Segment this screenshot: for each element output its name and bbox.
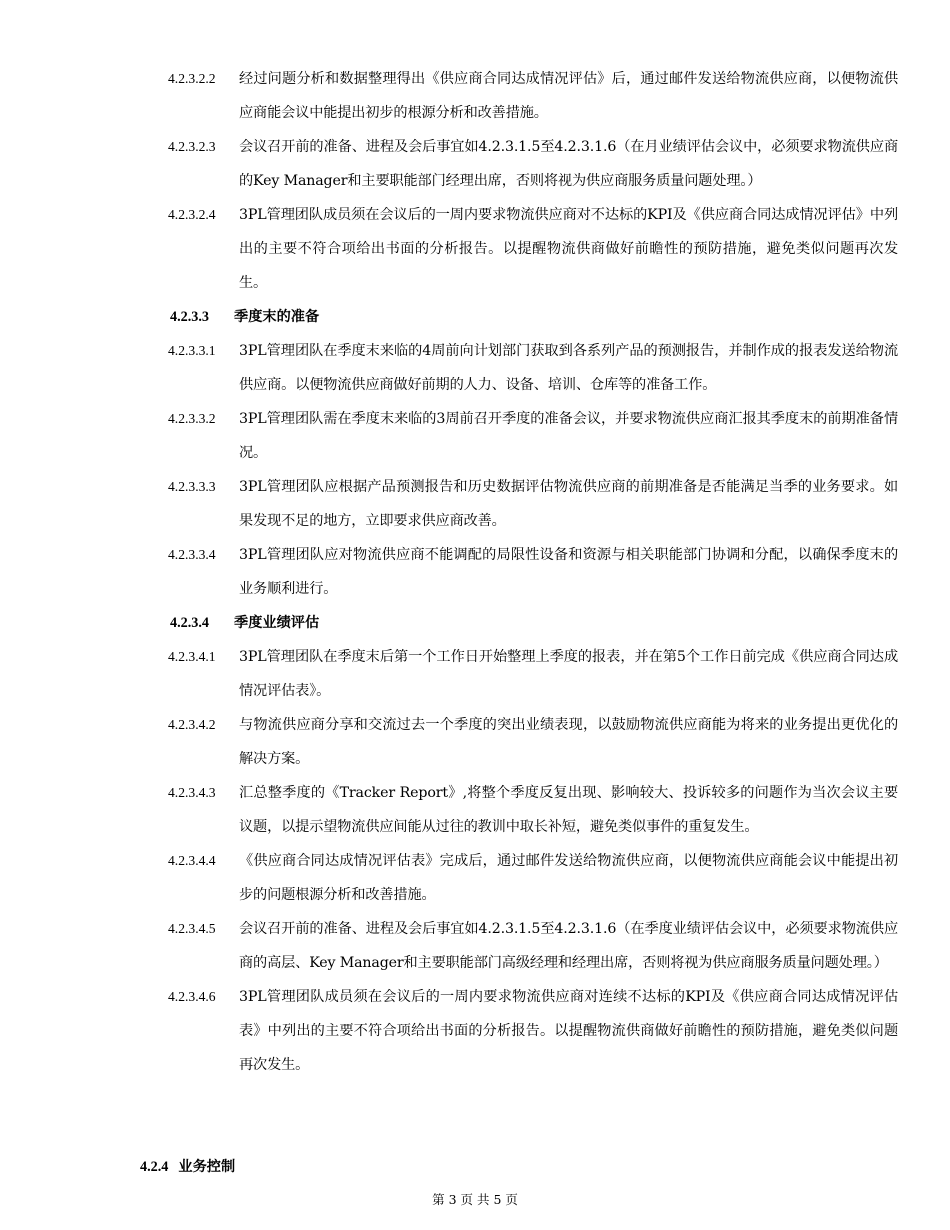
item-text: 3PL管理团队在季度末来临的4周前向计划部门获取到各系列产品的预测报告，并制作成的报表发送给物流供应商。以便物流供应商做好前期的人力、设备、培训、仓库等的准备工作。 — [239, 343, 898, 393]
item-number: 4.2.3.3.3 — [168, 479, 216, 494]
item-number: 4.2.3.4.4 — [168, 853, 216, 868]
section-title: 季度末的准备 — [234, 309, 320, 325]
item-text: 经过问题分析和数据整理得出《供应商合同达成情况评估》后，通过邮件发送给物流供应商，以便物流供应商能会议中能提出初步的根源分析和改善措施。 — [239, 71, 898, 121]
section-number: 4.2.3.3 — [170, 309, 210, 325]
item-number: 4.2.3.2.4 — [168, 207, 216, 222]
list-item — [168, 776, 898, 844]
item-number: 4.2.3.4.5 — [168, 921, 216, 936]
item-number: 4.2.3.2.2 — [168, 71, 216, 86]
item-number: 4.2.3.4.1 — [168, 649, 216, 664]
item-number: 4.2.3.4.6 — [168, 989, 216, 1004]
list-item — [168, 334, 898, 402]
item-number: 4.2.3.4.3 — [168, 785, 216, 800]
section-heading-4-2-3-3 — [168, 300, 898, 334]
list-item — [168, 402, 898, 470]
list-item — [168, 912, 898, 980]
item-list-4-2-3-4 — [168, 640, 898, 1082]
item-text: 汇总整季度的《Tracker Report》,将整个季度反复出现、影响较大、投诉较多的问题作为当次会议主要议题，以提示望物流供应间能从过往的教训中取长补短，避免类似事件的重复发生。 — [239, 785, 898, 835]
item-text: 与物流供应商分享和交流过去一个季度的突出业绩表现，以鼓励物流供应商能为将来的业务提出更优化的解决方案。 — [239, 717, 898, 767]
list-item — [168, 708, 898, 776]
section-title: 业务控制 — [178, 1159, 236, 1175]
content-body — [168, 62, 898, 1082]
page-footer: 第 3 页 共 5 页 — [432, 1192, 518, 1207]
list-item — [168, 470, 898, 538]
item-number: 4.2.3.4.2 — [168, 717, 216, 732]
section-number: 4.2.4 — [140, 1159, 169, 1175]
item-number: 4.2.3.3.1 — [168, 343, 216, 358]
item-text: 《供应商合同达成情况评估表》完成后，通过邮件发送给物流供应商，以便物流供应商能会议中能提出初步的问题根源分析和改善措施。 — [239, 853, 898, 903]
list-item — [168, 198, 898, 300]
list-item — [168, 640, 898, 708]
list-item — [168, 844, 898, 912]
item-number: 4.2.3.3.4 — [168, 547, 216, 562]
item-text: 3PL管理团队应对物流供应商不能调配的局限性设备和资源与相关职能部门协调和分配，以确保季度末的业务顺利进行。 — [239, 547, 898, 597]
item-text: 会议召开前的准备、进程及会后事宜如4.2.3.1.5至4.2.3.1.6（在季度业绩评估会议中，必须要求物流供应商的高层、Key Manager和主要职能部门高级经理和经理出席，否则将视为供应商服务质量问题处理。） — [239, 921, 898, 971]
list-item — [168, 980, 898, 1082]
item-text: 3PL管理团队在季度末后第一个工作日开始整理上季度的报表，并在第5个工作日前完成《供应商合同达成情况评估表》。 — [239, 649, 898, 699]
section-heading-4-2-3-4 — [168, 606, 898, 640]
section-number: 4.2.3.4 — [170, 615, 210, 631]
section-title: 季度业绩评估 — [234, 615, 320, 631]
item-text: 会议召开前的准备、进程及会后事宜如4.2.3.1.5至4.2.3.1.6（在月业绩评估会议中，必须要求物流供应商的Key Manager和主要职能部门经理出席，否则将视为供应商服务质量问题处理。） — [239, 139, 898, 189]
item-text: 3PL管理团队成员须在会议后的一周内要求物流供应商对不达标的KPI及《供应商合同达成情况评估》中列出的主要不符合项给出书面的分析报告。以提醒物流供商做好前瞻性的预防措施，避免类似问题再次发生。 — [239, 207, 898, 291]
item-text: 3PL管理团队需在季度末来临的3周前召开季度的准备会议，并要求物流供应商汇报其季度末的前期准备情况。 — [239, 411, 898, 461]
item-text: 3PL管理团队成员须在会议后的一周内要求物流供应商对连续不达标的KPI及《供应商合同达成情况评估表》中列出的主要不符合项给出书面的分析报告。以提醒物流供商做好前瞻性的预防措施，避免类似问题再次发生。 — [239, 989, 898, 1073]
item-number: 4.2.3.2.3 — [168, 139, 216, 154]
item-list-4-2-3-2 — [168, 62, 898, 300]
list-item — [168, 130, 898, 198]
list-item — [168, 538, 898, 606]
item-text: 3PL管理团队应根据产品预测报告和历史数据评估物流供应商的前期准备是否能满足当季的业务要求。如果发现不足的地方，立即要求供应商改善。 — [239, 479, 898, 529]
list-item — [168, 62, 898, 130]
item-list-4-2-3-3 — [168, 334, 898, 606]
section-heading-4-2-4 — [140, 1152, 235, 1182]
item-number: 4.2.3.3.2 — [168, 411, 216, 426]
